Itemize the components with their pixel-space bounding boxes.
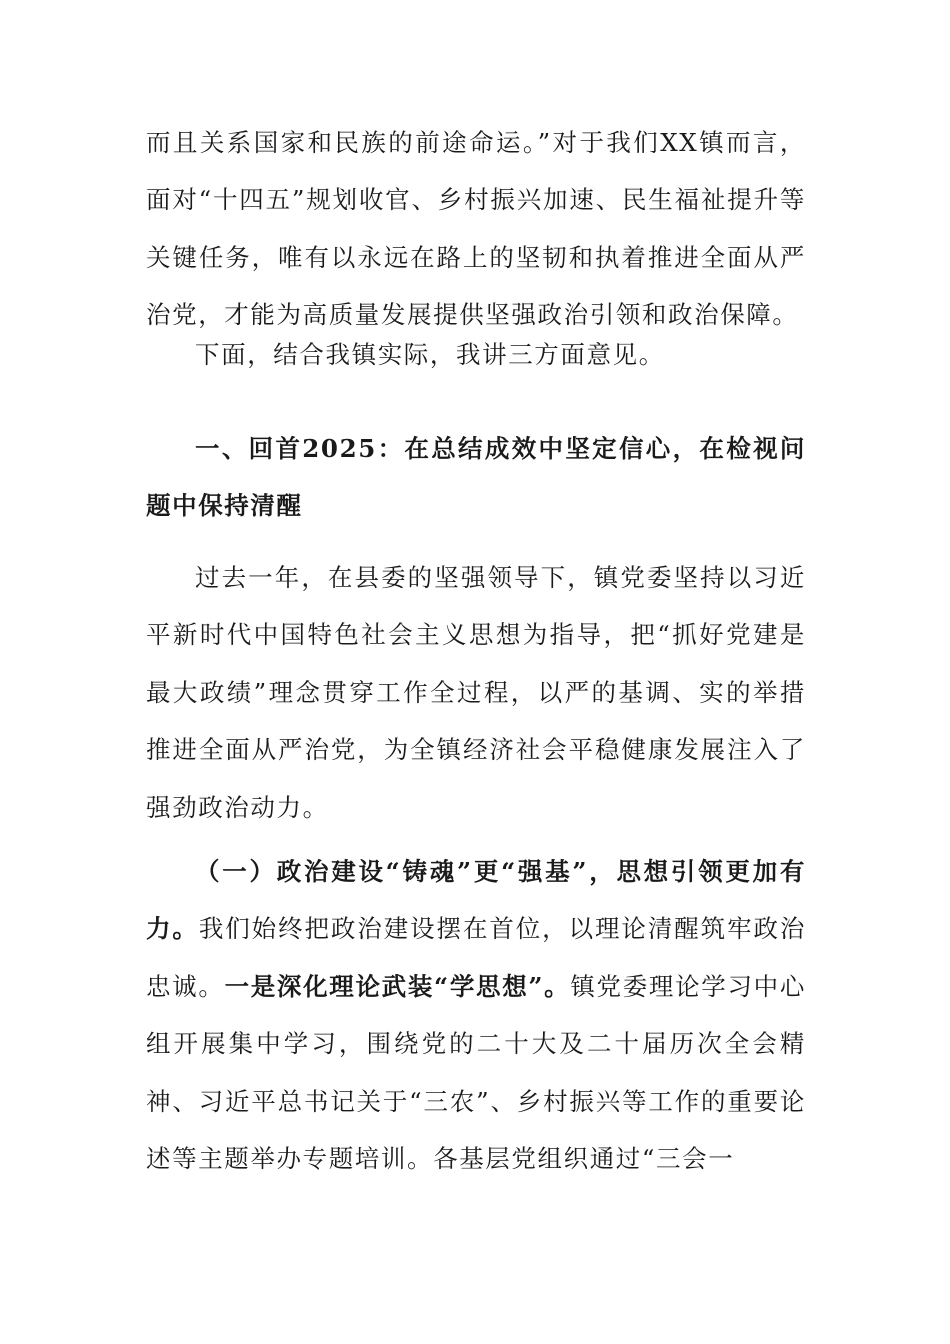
continuation-line-1: 而且关系国家和民族的前途命运。”对于我们XX镇而言， <box>146 128 806 157</box>
subsection-one-paragraph <box>146 843 806 1187</box>
intro-paragraph: 下面，结合我镇实际，我讲三方面意见。 <box>195 340 665 369</box>
subsection-one-text-a: 我们始终把政治建设摆在首位，以理论清醒筑牢政治忠诚。 <box>146 914 806 1001</box>
section-one-heading: 一、回首2025：在总结成效中坚定信心，在检视问题中保持清醒 <box>146 434 806 521</box>
section-one-paragraph: 过去一年，在县委的坚强领导下，镇党委坚持以习近平新时代中国特色社会主义思想为指导，把“抓好党建是最大政绩”理念贯穿工作全过程，以严的基调、实的举措推进全面从严治党，为全镇经济社会平稳健康发展注入了强劲政治动力。 <box>146 563 806 822</box>
continuation-line-4: 严治党，才能为高质量发展提供坚强政治引领和政治保障。 <box>146 242 806 330</box>
continuation-line-3: 等关键任务，唯有以永远在路上的坚韧和执着推进全面从 <box>146 185 806 272</box>
continuation-paragraph <box>146 114 806 344</box>
subsection-one-text-b: 镇党委理论学习中心组开展集中学习，围绕党的二十大及二十届历次全会精神、习近平总书记关于“三农”、乡村振兴等工作的重要论述等主题举办专题培训。各基层党组织通过“三会一 <box>146 971 806 1174</box>
subsection-one-title: （一）政治建设“铸魂”更“强基”，思想引领更加有力。 <box>146 857 806 944</box>
subsection-one-point-one: 一是深化理论武装“学思想”。 <box>224 971 571 1001</box>
continuation-line-2: 面对“十四五”规划收官、乡村振兴加速、民生福祉提升 <box>146 185 780 215</box>
